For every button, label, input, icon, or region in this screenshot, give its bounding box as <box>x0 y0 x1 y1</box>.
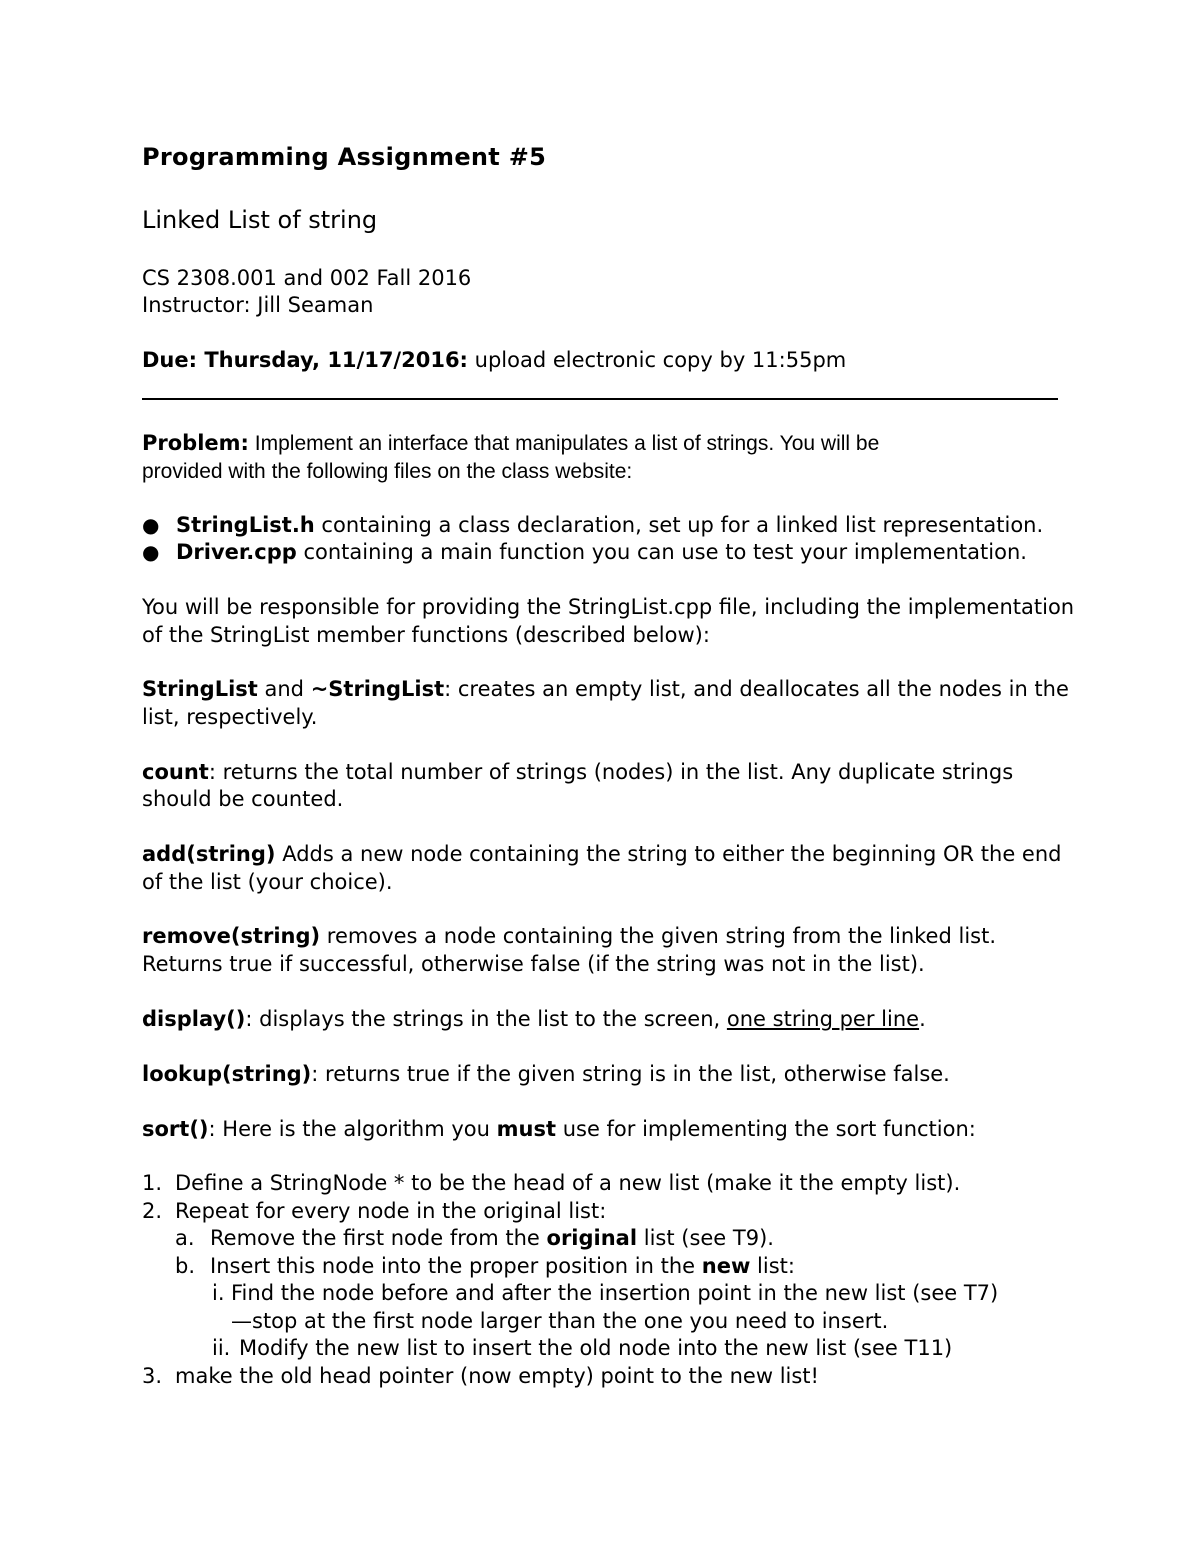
function-name: StringList <box>142 677 258 701</box>
step-number: 2. <box>142 1199 163 1223</box>
due-label: Due: Thursday, 11/17/2016: <box>142 348 468 372</box>
ctor-description-2: list, respectively. <box>142 705 318 729</box>
function-name: count <box>142 760 209 784</box>
assignment-title: Programming Assignment #5 <box>142 143 547 171</box>
lookup-description: lookup(string): returns true if the given string is in the list, otherwise false. <box>142 1062 950 1086</box>
file-desc: containing a class declaration, set up for a linked list representation. <box>314 513 1044 537</box>
file-item <box>142 539 1027 566</box>
function-name: ~StringList <box>310 677 445 701</box>
display-description: display(): displays the strings in the list to the screen, one string per line. <box>142 1007 926 1031</box>
remove-description: remove(string) removes a node containing the given string from the linked list. <box>142 924 997 948</box>
bullet-icon: ● <box>142 540 160 564</box>
step-number: b. <box>175 1254 196 1278</box>
step-number: ii. <box>212 1336 231 1360</box>
file-desc: containing a main function you can use to test your implementation. <box>296 540 1027 564</box>
file-name: StringList.h <box>176 513 315 537</box>
problem-text-1: Implement an interface that manipulates a list of strings. You will be <box>248 432 880 455</box>
instructor-line: Instructor: Jill Seaman <box>142 293 374 317</box>
function-name: display() <box>142 1007 246 1031</box>
due-line <box>142 347 846 374</box>
function-name: lookup(string) <box>142 1062 312 1086</box>
file-item <box>142 512 1043 539</box>
problem-label: Problem: <box>142 431 249 455</box>
function-name: remove(string) <box>142 924 321 948</box>
step-number: 3. <box>142 1364 163 1388</box>
ctor-description: StringList and ~StringList: creates an empty list, and deallocates all the nodes in the <box>142 677 1069 701</box>
add-description-2: of the list (your choice). <box>142 870 393 894</box>
problem-line-1 <box>142 430 879 457</box>
count-description-2: should be counted. <box>142 787 344 811</box>
bullet-icon: ● <box>142 513 160 537</box>
step-number: 1. <box>142 1171 163 1195</box>
emphasis-must: must <box>496 1117 557 1141</box>
underlined-text: one string per line <box>726 1007 920 1031</box>
responsibility-line-2: of the StringList member functions (described below): <box>142 623 710 647</box>
problem-line-2: provided with the following files on the class website: <box>142 460 633 483</box>
due-text: upload electronic copy by 11:55pm <box>467 348 847 372</box>
file-name: Driver.cpp <box>176 540 297 564</box>
function-name: sort() <box>142 1117 209 1141</box>
sort-description: sort(): Here is the algorithm you must use for implementing the sort function: <box>142 1117 976 1141</box>
function-name: add(string) <box>142 842 276 866</box>
course-line: CS 2308.001 and 002 Fall 2016 <box>142 266 472 290</box>
horizontal-divider <box>142 398 1058 400</box>
add-description: add(string) Adds a new node containing the string to either the beginning OR the end <box>142 842 1062 866</box>
count-description: count: returns the total number of strings (nodes) in the list. Any duplicate strings <box>142 760 1014 784</box>
remove-description-2: Returns true if successful, otherwise false (if the string was not in the list). <box>142 952 925 976</box>
step-number: a. <box>175 1226 195 1250</box>
step-number: i. <box>212 1281 225 1305</box>
responsibility-line-1: You will be responsible for providing the StringList.cpp file, including the implementation <box>142 595 1075 619</box>
assignment-subtitle: Linked List of string <box>142 206 378 234</box>
